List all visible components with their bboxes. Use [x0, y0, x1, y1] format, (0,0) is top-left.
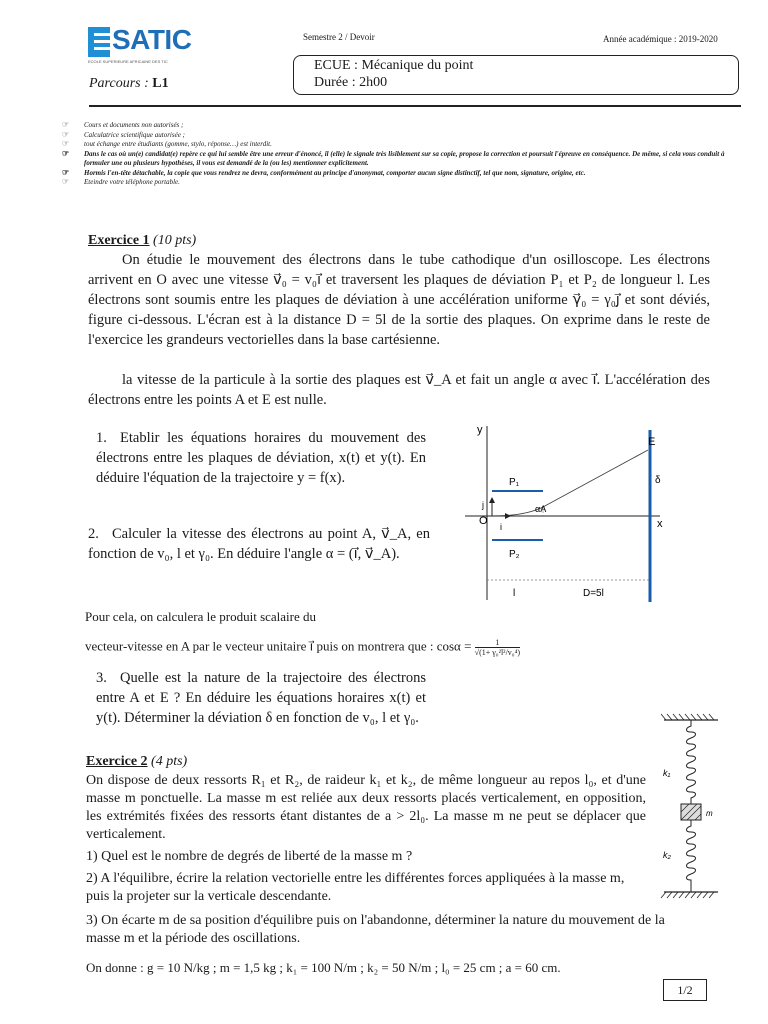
question-1: 1. Etablir les équations horaires du mouvement des électrons entre les plaques de déviation, x(t) et y(t). En déduire l'équation de la trajectoire y = f(x).	[96, 430, 426, 486]
top-hatching	[661, 714, 714, 720]
rule-item: ☞ Eteindre votre téléphone portable.	[62, 178, 742, 188]
exercise2-question-3: 3) On écarte m de sa position d'équilibre puis on l'abandonne, déterminer la nature du mouvement de la masse m et la période des oscillations.	[86, 913, 665, 946]
label-x: x	[657, 518, 663, 530]
rule-item: ☞ Dans le cas où un(e) candidat(e) repère ce qui lui semble être une erreur d'énoncé, il (elle) le signale très lisiblement sur sa copie, propose la correction et poursuit l'épreuve en conséquence. De même, si cela vous conduit à formuler une ou plusieurs hypothèses, il vous est demandé de la (ou les) mentionner explicitement.	[62, 150, 742, 169]
rule-item: ☞ tout échange entre étudiants (gomme, stylo, réponse…) est interdit.	[62, 140, 742, 150]
label-e: E	[648, 436, 656, 448]
label-j: j	[482, 500, 484, 510]
rule-item: ☞ Hormis l'en-tête détachable, la copie que vous rendrez ne devra, conformément au principe d'anonymat, comporter aucun signe distinctif, tel que nom, signature, origine, etc.	[62, 169, 742, 179]
oscilloscope-figure	[455, 420, 700, 610]
logo-text: SATIC	[112, 24, 192, 55]
parcours-label: Parcours : L1	[89, 76, 169, 91]
label-p2: P₂	[509, 549, 520, 560]
label-delta: δ	[655, 475, 661, 486]
label-k2: k₂	[663, 850, 671, 860]
label-i: i	[500, 522, 502, 532]
label-k1: k₁	[663, 768, 671, 778]
hint-line-1: Pour cela, on calculera le produit scalaire du	[85, 609, 317, 624]
label-l: l	[513, 588, 516, 599]
exercise1-intro-2: la vitesse de la particule à la sortie des plaques est v⃗_A et fait un angle α avec i⃗. L'accélération des électrons entre les points A et E est nulle.	[88, 372, 710, 408]
ecue-label: ECUE : Mécanique du point	[314, 58, 474, 73]
label-p1: P₁	[509, 477, 520, 488]
logo-subtitle: ECOLE SUPERIEURE AFRICAINE DES TIC	[88, 59, 168, 64]
label-alpha-a: αA	[535, 504, 547, 514]
label-d: D=5l	[583, 588, 604, 599]
logo-e-mark	[88, 27, 110, 57]
duration-label: Durée : 2h00	[314, 75, 388, 90]
hint-line-2: vecteur-vitesse en A par le vecteur unitaire i⃗ puis on montrera que : cosα = $\frac{1}{\text{√(1+ γ₀²l²/v₀⁴)}}$	[85, 638, 521, 657]
spring-k1	[687, 720, 696, 804]
exercise2-question-2: 2) A l'équilibre, écrire la relation vectorielle entre les différentes forces appliquées à la masse m, puis la projeter sur la verticale descendante.	[86, 871, 625, 904]
academic-year: Année académique : 2019-2020	[603, 34, 718, 44]
springs-figure	[654, 712, 738, 908]
label-m: m	[706, 809, 713, 818]
mass-block	[681, 804, 701, 820]
header-divider	[89, 105, 741, 107]
exercise2-question-1: 1) Quel est le nombre de degrés de liberté de la masse m ?	[86, 849, 413, 864]
bottom-hatching	[661, 892, 714, 898]
label-o: O	[479, 515, 488, 527]
exercise2-intro: On dispose de deux ressorts R₁ et R₂, de raideur k₁ et k₂, de même longueur au repos l₀, et d'une masse m ponctuelle. La masse m est reliée aux deux ressorts placés verticalement, en opposition, les extrémités fixées des ressorts étant distantes de a > 2l₀. La masse m ne peut se déplacer que verticalement.	[86, 773, 646, 842]
exam-rules	[62, 121, 742, 188]
exercise1-intro: On étudie le mouvement des électrons dans le tube cathodique d'un osilloscope. Les électrons arrivent en O avec une vitesse v⃗₀ = v₀i⃗ et traversent les plaques de déviation P₁ et P₂ de longueur l. Les électrons sont soumis entre les plaques de déviation à une accélération uniforme γ⃗₀ = γ₀j⃗ et sont déviés, figure ci-dessous. L'écran est à la distance D = 5l de la sortie des plaques. On exprime dans le reste de l'exercice les grandeurs vectorielles dans la base cartésienne.	[88, 252, 710, 348]
exercise1-title: Exercice 1 (10 pts)	[88, 233, 197, 248]
rule-item: ☞ Cours et documents non autorisés ;	[62, 121, 742, 131]
given-data: On donne : g = 10 N/kg ; m = 1,5 kg ; k₁ = 100 N/m ; k₂ = 50 N/m ; l₀ = 25 cm ; a = 60 cm.	[86, 960, 561, 975]
rule-item: ☞ Calculatrice scientifique autorisée ;	[62, 131, 742, 141]
spring-k2	[687, 820, 696, 892]
page-number: 1/2	[663, 979, 707, 1001]
question-2: 2. Calculer la vitesse des électrons au point A, v⃗_A, en fonction de v₀, l et γ₀. En déduire l'angle α = (i⃗, v⃗_A).	[88, 526, 430, 562]
label-y: y	[477, 424, 483, 436]
question-3: 3. Quelle est la nature de la trajectoire des électrons entre A et E ? En déduire les équations horaires x(t) et y(t). Déterminer la déviation δ en fonction de v₀, l et γ₀.	[96, 670, 426, 726]
esatic-logo	[88, 24, 208, 64]
semester-label: Semestre 2 / Devoir	[303, 32, 375, 42]
cos-alpha-fraction: $\frac{1}{\text{√(1+ γ₀²l²/v₀⁴)}}$	[474, 638, 521, 657]
exercise2-title: Exercice 2 (4 pts)	[86, 754, 188, 769]
